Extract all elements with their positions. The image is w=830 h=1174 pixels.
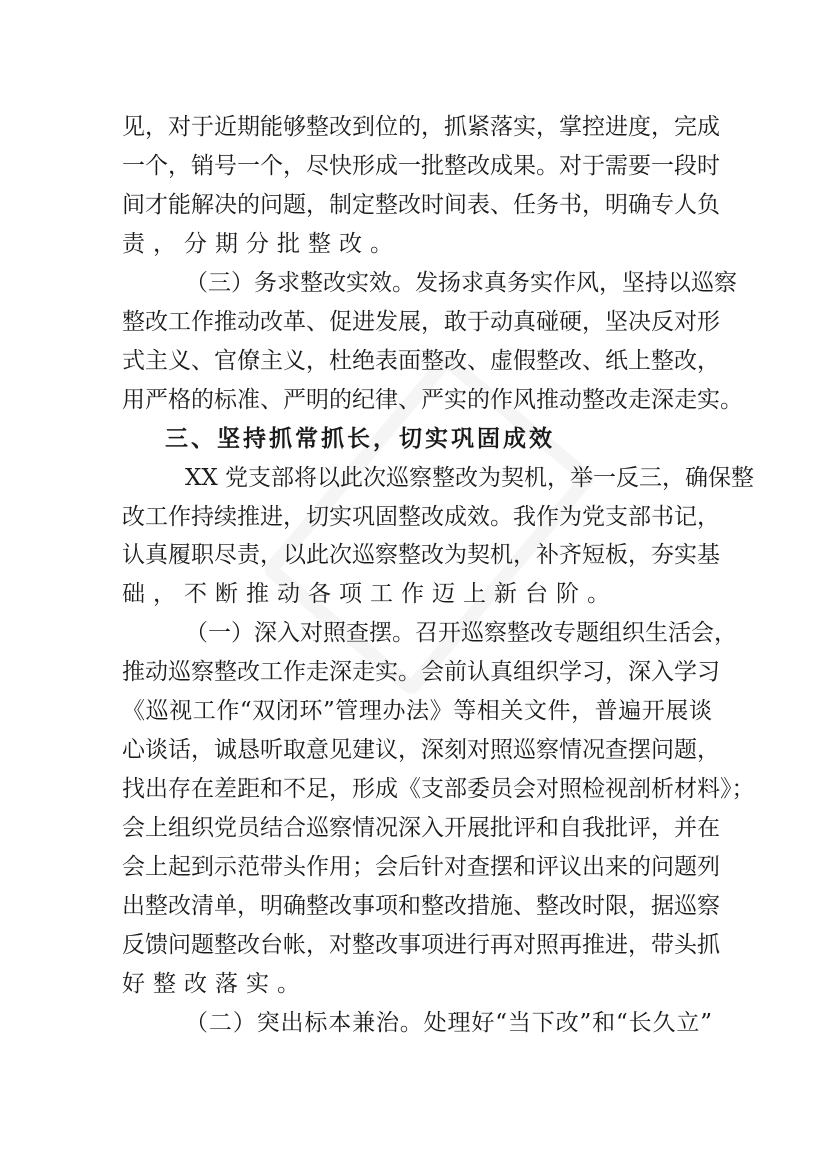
text-line: 责，分期分批整改。 bbox=[122, 230, 401, 257]
text-line: XX 党支部将以此次巡察整改为契机，举一反三，确保整 bbox=[185, 464, 755, 491]
text-line: 式主义、官僚主义，杜绝表面整改、虚假整改、纸上整改， bbox=[122, 347, 720, 374]
text-line: 用严格的标准、严明的纪律、严实的作风推动整改走深走实。 bbox=[122, 386, 743, 413]
text-line: （二）突出标本兼治。处理好“当下改”和“长久立” bbox=[185, 1009, 712, 1036]
text-line: 出整改清单，明确整改事项和整改措施、整改时限，据巡察 bbox=[122, 893, 720, 919]
text-line: 认真履职尽责，以此次巡察整改为契机，补齐短板，夯实基 bbox=[122, 542, 720, 569]
text-line: 反馈问题整改台帐，对整改事项进行再对照再推进，带头抓 bbox=[122, 931, 720, 958]
text-line: 好整改落实。 bbox=[122, 970, 308, 997]
text-line: （三）务求整改实效。发扬求真务实作风，坚持以巡察 bbox=[185, 269, 737, 296]
text-line: 础，不断推动各项工作迈上新台阶。 bbox=[122, 581, 618, 608]
text-line: 会上组织党员结合巡察情况深入开展批评和自我批评，并在 bbox=[122, 815, 720, 842]
text-line: 会上起到示范带头作用；会后针对查摆和评议出来的问题列 bbox=[122, 854, 720, 881]
text-line: 找出存在差距和不足，形成《支部委员会对照检视剖析材料》； bbox=[122, 776, 755, 803]
text-line: 间才能解决的问题，制定整改时间表、任务书，明确专人负 bbox=[122, 191, 720, 218]
text-line: 一个，销号一个，尽快形成一批整改成果。对于需要一段时 bbox=[122, 152, 720, 179]
text-line: （一）深入对照查摆。召开巡察整改专题组织生活会， bbox=[185, 620, 737, 647]
text-line: 推动巡察整改工作走深走实。会前认真组织学习，深入学习 bbox=[122, 659, 720, 686]
text-line: 《巡视工作“双闭环”管理办法》等相关文件，普遍开展谈 bbox=[122, 698, 712, 725]
text-line: 心谈话，诚恳听取意见建议，深刻对照巡察情况查摆问题， bbox=[122, 737, 720, 764]
section-heading: 三、坚持抓常抓长，切实巩固成效 bbox=[165, 424, 555, 452]
text-line: 改工作持续推进，切实巩固整改成效。我作为党支部书记， bbox=[122, 503, 720, 530]
text-line: 见，对于近期能够整改到位的，抓紧落实，掌控进度，完成 bbox=[122, 114, 720, 140]
text-line: 整改工作推动改革、促进发展，敢于动真碰硬，坚决反对形 bbox=[122, 308, 720, 335]
